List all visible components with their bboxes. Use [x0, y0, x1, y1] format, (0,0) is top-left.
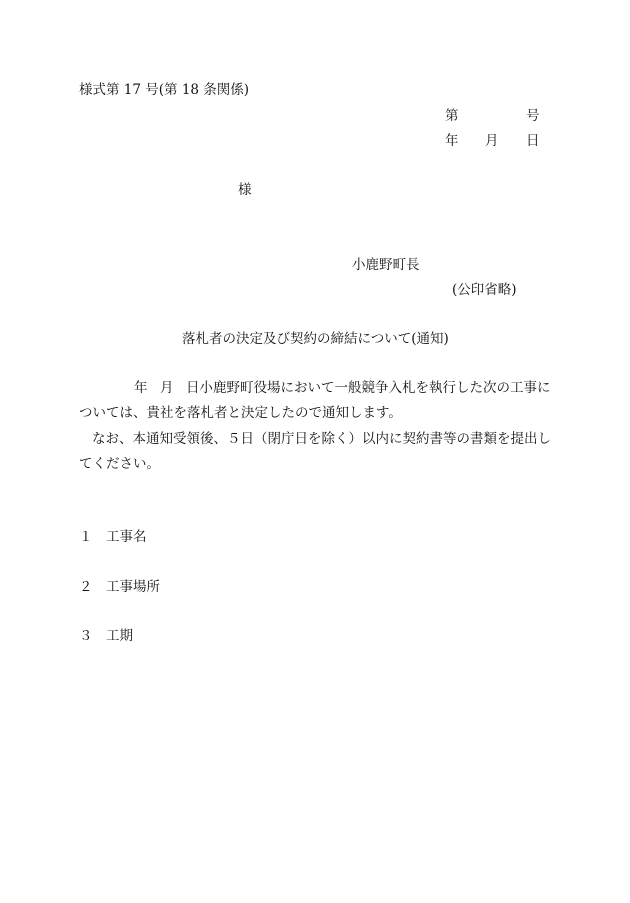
body-line4: てください。 — [79, 456, 160, 472]
date-day: 日 — [526, 133, 540, 149]
item-number: １ — [79, 529, 93, 545]
item-number: ３ — [79, 628, 93, 644]
body-month: 月 — [160, 380, 174, 396]
body-line2: ついては、貴社を落札者と決定したので通知します。 — [79, 405, 402, 421]
body-line1: 日小鹿野町役場において一般競争入札を執行した次の工事に — [186, 380, 551, 396]
item-number: ２ — [79, 579, 93, 595]
item-label: 工事場所 — [106, 579, 160, 595]
addressee-suffix: 様 — [238, 182, 252, 198]
sender-title: 小鹿野町長 — [352, 257, 420, 273]
doc-number-go: 号 — [526, 108, 540, 124]
subject-title: 落札者の決定及び契約の締結について(通知) — [182, 331, 449, 347]
date-year: 年 — [445, 133, 459, 149]
doc-number-dai: 第 — [445, 108, 459, 124]
seal-note: (公印省略) — [452, 282, 517, 298]
date-month: 月 — [485, 133, 499, 149]
body-year: 年 — [134, 380, 148, 396]
body-line3: なお、本通知受領後、５日（閉庁日を除く）以内に契約書等の書類を提出し — [92, 431, 551, 447]
item-label: 工期 — [106, 628, 133, 644]
form-number: 様式第 17 号(第 18 条関係) — [79, 82, 250, 98]
item-label: 工事名 — [106, 529, 147, 545]
